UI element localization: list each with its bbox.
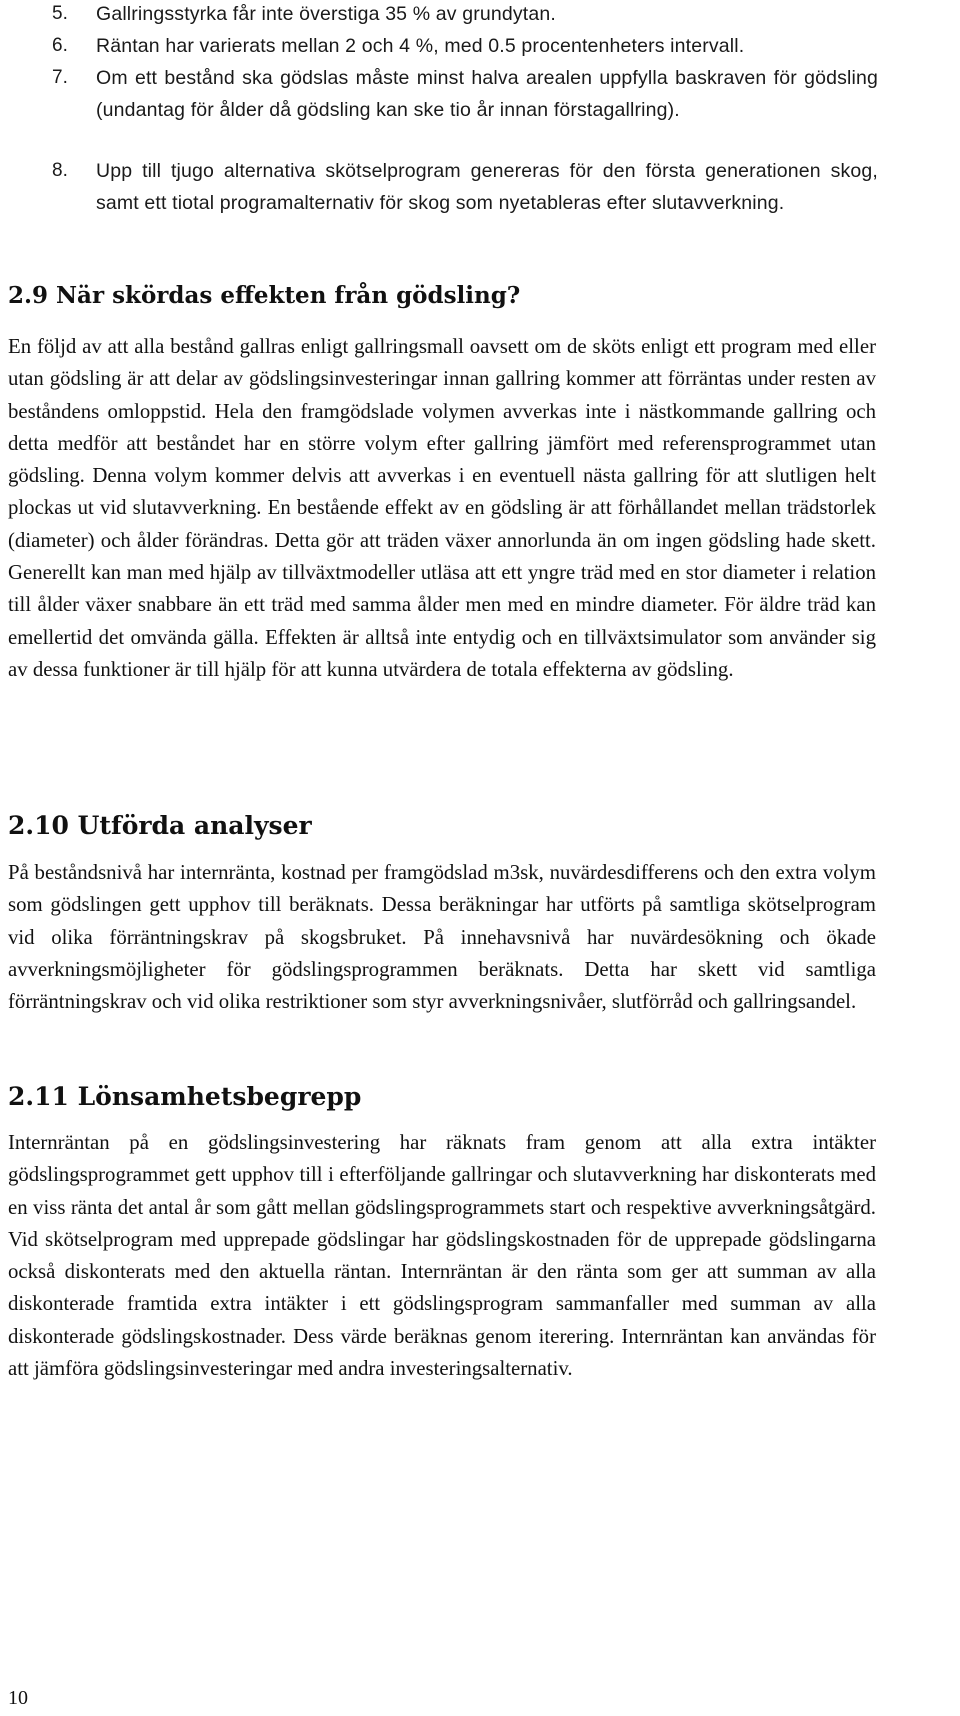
section-heading: 2.11 Lönsamhetsbegrepp (8, 1082, 362, 1111)
section-heading: 2.10 Utförda analyser (8, 811, 312, 840)
list-item-number: 5. (52, 3, 68, 24)
list-item-text: Gallringsstyrka får inte överstiga 35 % av grundytan. (96, 3, 556, 25)
list-item-text: Räntan har varierats mellan 2 och 4 %, med 0.5 procentenheters intervall. (96, 35, 745, 57)
list-item-number: 7. (52, 67, 68, 88)
list-item-text: Om ett bestånd ska gödslas måste minst halva arealen uppfylla baskraven för gödsling (undantag för ålder då gödsling kan ske tio år innan förstagallring). (96, 67, 878, 121)
section-paragraph: Internräntan på en gödslingsinvestering har räknats fram genom att alla extra intäkter gödslingsprogrammet gett upphov till i efterföljande gallringar och slutavverkning har diskonterats med en viss ränta det antal år som gått mellan gödslingsprogrammets start och respektive avverkningsåtgärd. Vid skötselprogram med upprepade gödslingar har gödslingskostnaden för de upprepade gödslingarna också diskonterats med den aktuella räntan. Internräntan är den ränta som ger att summan av alla diskonterade framtida extra intäkter i ett gödslingsprogram sammanfaller med summan av alla diskonterade gödslingskostnader. Dess värde beräknas genom iterering. Internräntan kan användas för att jämföra gödslingsinvesteringar med andra investeringsalternativ. (8, 1131, 876, 1381)
page-number: 10 (8, 1687, 28, 1709)
list-item-number: 6. (52, 35, 68, 56)
section-paragraph: På beståndsnivå har internränta, kostnad per framgödslad m3sk, nuvärdesdifferens och den extra volym som gödslingen gett upphov till beräknats. Dessa beräkningar har utförts på samtliga skötselprogram vid olika förräntningskrav på skogsbruket. På innehavsnivå har nuvärdesökning och ökade avverkningsmöjligheter för gödslingsprogrammen beräknats. Detta har skett vid samtliga förräntningskrav och vid olika restriktioner som styr avverkningsnivåer, slutförråd och gallringsandel. (8, 861, 876, 1014)
list-item-number: 8. (52, 160, 68, 181)
section-paragraph: En följd av att alla bestånd gallras enligt gallringsmall oavsett om de sköts enligt ett program med eller utan gödsling är att delar av gödslingsinvesteringar innan gallring kommer att förräntas under resten av beståndens omloppstid. Hela den framgödslade volymen avverkas inte i nästkommande gallring och detta medför att beståndet har en större volym efter gallring jämfört med referensprogrammet utan gödsling. Denna volym kommer delvis att avverkas i en eventuell nästa gallring för att slutligen helt plockas ut vid slutavverkning. En bestående effekt av en gödsling är att förhållandet mellan trädstorlek (diameter) och ålder förändras. Detta gör att träden växer annorlunda än om ingen gödsling hade skett. Generellt kan man med hjälp av tillväxtmodeller utläsa att ett yngre träd med en stor diameter i relation till ålder växer snabbare än ett träd med samma ålder men med en mindre diameter. För äldre träd kan emellertid det omvända gälla. Effekten är alltså inte entydig och en tillväxtsimulator som använder sig av dessa funktioner är till hjälp för att kunna utvärdera de totala effekterna av gödsling. (8, 335, 876, 681)
section-heading: 2.9 När skördas effekten från gödsling? (8, 282, 521, 309)
list-item-text: Upp till tjugo alternativa skötselprogram genereras för den första generationen skog, samt ett tiotal programalternativ för skog som nyetableras efter slutavverkning. (96, 160, 878, 214)
